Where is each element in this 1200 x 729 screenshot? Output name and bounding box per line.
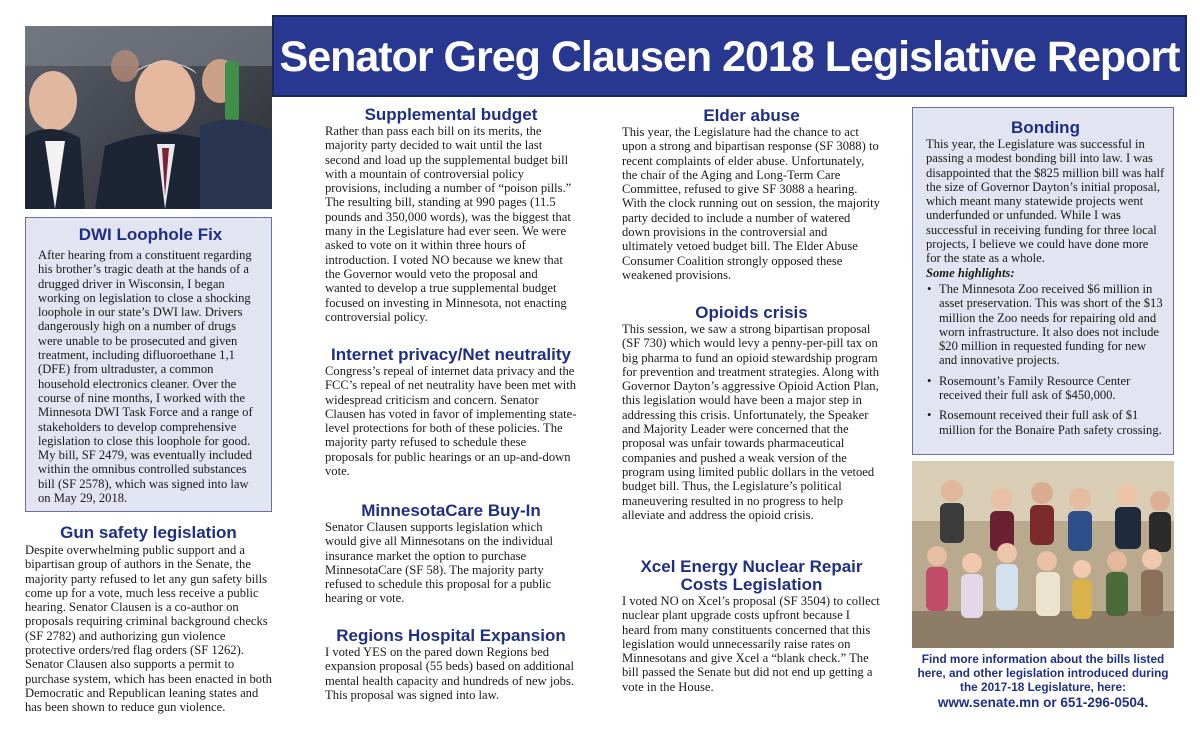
footer-contact-link[interactable]: www.senate.mn or 651-296-0504. bbox=[937, 695, 1149, 710]
bonding-highlight-bonaire-path: • Rosemount received their full ask of $1 million for the Bonaire Path safety crossing. bbox=[926, 408, 1165, 437]
elder-heading: Elder abuse bbox=[703, 106, 800, 125]
report-title: Senator Greg Clausen 2018 Legislative Report bbox=[279, 33, 1180, 81]
bonding-heading: Bonding bbox=[1011, 118, 1080, 137]
supplemental-heading: Supplemental budget bbox=[364, 105, 538, 124]
bonding-panel bbox=[912, 107, 1174, 455]
elder-abuse-section bbox=[622, 107, 881, 282]
constituents-photo-art bbox=[912, 461, 1174, 648]
opioids-section bbox=[622, 304, 881, 522]
opioids-heading: Opioids crisis bbox=[695, 303, 808, 322]
supplemental-budget-section bbox=[325, 106, 577, 324]
mncare-section bbox=[325, 502, 577, 606]
gun-safety-body: Despite overwhelming public support and a bipartisan group of authors in the Senate, the majority party refused to let any gun safety bills come up for a vote, much less receive a public hearing. Senator Clausen is a co-author on proposals requiring criminal background checks (SF 2782) and authorizing gun violence protective orders/red flag orders (SF 1262). Senator Clausen also supports a permit to purchase system, which has been enacted in both Democratic and Republican leaning states and has been shown to reduce gun violence. bbox=[25, 543, 272, 715]
gun-safety-section bbox=[25, 524, 272, 715]
xcel-heading: Xcel Energy Nuclear Repair Costs Legislation bbox=[640, 557, 863, 594]
internet-heading: Internet privacy/Net neutrality bbox=[331, 345, 571, 364]
bonding-highlight-family-center: • Rosemount’s Family Resource Center received their full ask of $450,000. bbox=[926, 374, 1165, 403]
mncare-body: Senator Clausen supports legislation which would give all Minnesotans on the individual insurance market the option to purchase MinnesotaCare (SF 58). The majority party refused to schedule this proposal for a public hearing or vote. bbox=[325, 520, 554, 606]
mncare-heading: MinnesotaCare Buy-In bbox=[361, 501, 541, 520]
footer-info bbox=[912, 652, 1174, 711]
internet-body: Congress’s repeal of internet data privacy and the FCC’s repeal of net neutrality have been met with widespread criticism and concern. Senator Clausen has voted in favor of implementing state-level protections for both of these policies. The majority party refused to schedule these proposals for public hearings or an up-and-down vote. bbox=[325, 364, 577, 479]
hearing-photo-art bbox=[25, 26, 272, 209]
dwi-heading: DWI Loophole Fix bbox=[78, 225, 223, 244]
internet-privacy-section bbox=[325, 346, 577, 478]
opioids-body: This session, we saw a strong bipartisan proposal (SF 730) which would levy a penny-per-pill tax on big pharma to fund an opioid stewardship program for prevention and treatment strategies. Along with Governor Dayton’s aggressive Opioid Action Plan, this legislation would have been a major step in addressing this crisis. Unfortunately, the Speaker and Majority Leader were concerned that the proposal was unfair towards pharmaceutical companies and pushed a weak version of the program using limited public dollars in the vetoed budget bill. Thus, the Legislature’s political maneuvering resulted in no progress to help alleviate and address the opioid crisis. bbox=[622, 322, 880, 522]
elder-body: This year, the Legislature had the chance to act upon a strong and bipartisan response (SF 3088) to recent complaints of elder abuse. Unfortunately, the chair of the Aging and Long-Term Care Committee, refused to give SF 3088 a hearing. With the clock running out on session, the majority party decided to include a number of watered down provisions in the controversial and ultimately vetoed budget bill. The Elder Abuse Consumer Coalition strongly opposed these weakened provisions. bbox=[622, 125, 880, 282]
bonding-highlight-zoo: • The Minnesota Zoo received $6 million in asset preservation. This was short of the $13 million the Zoo needs for repairing old and worn infrastructure. It also does not include $20 million in requested funding for new and innovative projects. bbox=[926, 282, 1165, 368]
bonding-highlights-list bbox=[926, 282, 1165, 437]
dwi-body: After hearing from a constituent regarding his brother’s tragic death at the hands of a drugged driver in Wisconsin, I began working on legislation to close a shocking loophole in our state’s DWI law. Drivers dangerously high on a number of drugs were unable to be prosecuted and given treatment, including difluoroethane 1,1 (DFE) from ultraduster, a common household electronics cleaner. Over the course of nine months, I worked with the Minnesota DWI Task Force and a range of stakeholders to develop comprehensive legislation to close this loophole for good. My bill, SF 2479, was eventually included within the omnibus controlled substances bill (SF 2578), which was signed into law on May 29, 2018. bbox=[38, 248, 253, 506]
bonding-body: This year, the Legislature was successful in passing a modest bonding bill into law. I was disappointed that the $825 million bill was half the size of Governor Dayton’s initial proposal, which meant many statewide projects went underfunded or unfunded. While I was successful in receiving funding for three local projects, I believe we could have done more for the state as a whole. bbox=[926, 137, 1165, 266]
hearing-photo bbox=[25, 26, 272, 209]
footer-more-info-text: Find more information about the bills listed here, and other legislation introduced during the 2017-18 Legislature, here: bbox=[917, 652, 1169, 694]
report-header-banner bbox=[272, 15, 1187, 97]
supplemental-body: Rather than pass each bill on its merits, the majority party decided to wait until the last second and load up the supplemental budget bill with a mountain of controversial policy provisions, including a number of “poison pills.” The resulting bill, standing at 990 pages (11.5 pounds and 350,000 words), was the biggest that many in the Legislature had ever seen. We were asked to vote on it within three hours of introduction. I voted NO because we knew that the Governor would veto the proposal and wanted to develop a true supplemental budget focused on investing in Minnesota, not enacting controversial policy. bbox=[325, 124, 572, 324]
dwi-loophole-panel bbox=[25, 217, 272, 512]
regions-heading: Regions Hospital Expansion bbox=[336, 626, 566, 645]
constituents-photo bbox=[912, 461, 1174, 648]
gun-safety-heading: Gun safety legislation bbox=[60, 523, 237, 542]
bonding-highlights-label: Some highlights: bbox=[926, 265, 1015, 280]
xcel-energy-section bbox=[622, 558, 881, 694]
regions-hospital-section bbox=[325, 627, 577, 702]
xcel-body: I voted NO on Xcel’s proposal (SF 3504) to collect nuclear plant upgrade costs upfront because I heard from many constituents concerned that this legislation would unnecessarily raise rates on Minnesotans and give Xcel a “blank check.” The bill passed the Senate but did not end up getting a vote in the House. bbox=[622, 594, 880, 694]
regions-body: I voted YES on the pared down Regions bed expansion proposal (55 beds) based on additional mental health capacity and hundreds of new jobs. This proposal was signed into law. bbox=[325, 645, 575, 702]
